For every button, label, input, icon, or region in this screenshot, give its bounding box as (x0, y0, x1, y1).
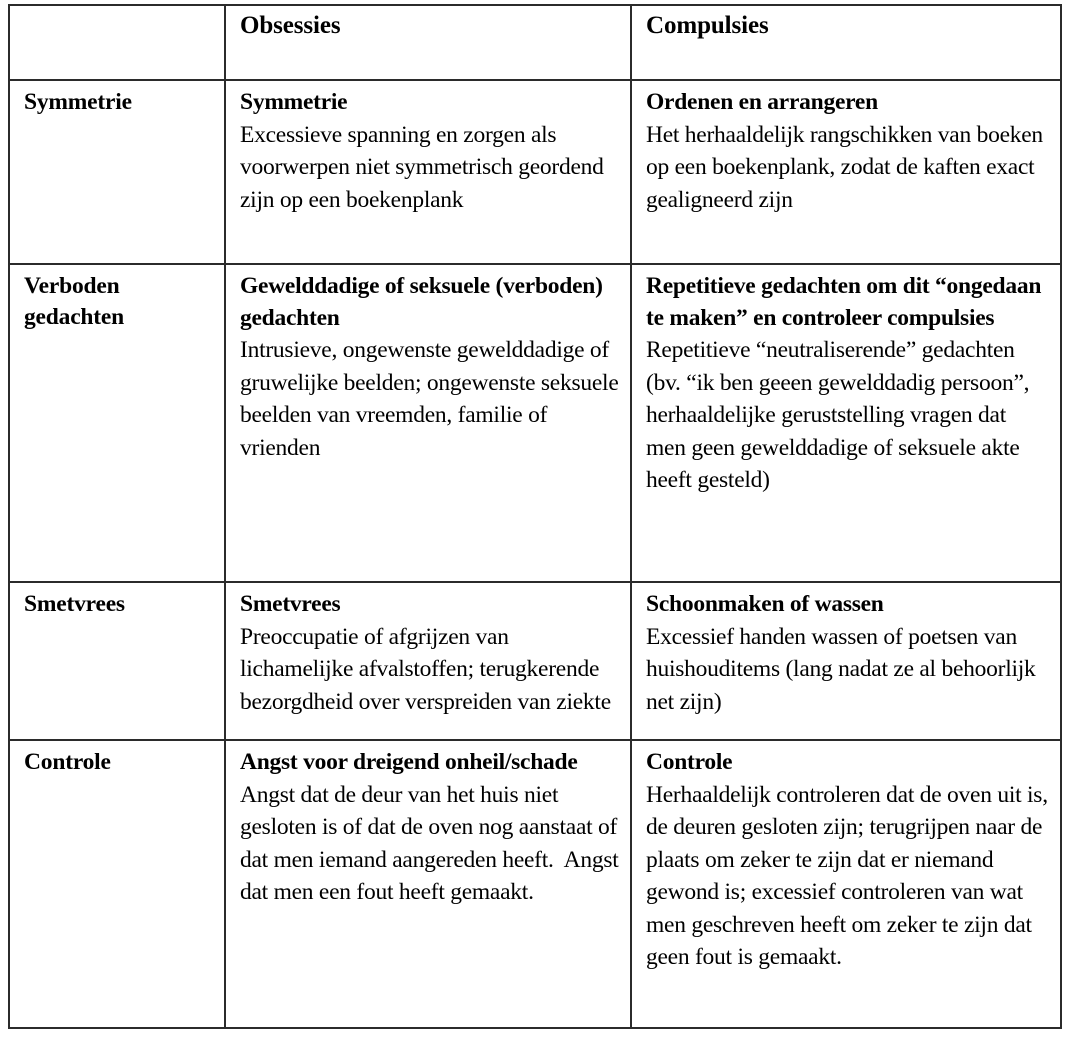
cell-category (9, 582, 225, 740)
cell-compulsies (631, 582, 1061, 740)
category-label: Controle (24, 749, 111, 775)
obsessie-title: Gewelddadige of seksuele (verboden) gedachten (240, 273, 603, 331)
cell-obsessies (225, 264, 631, 582)
obsessie-title: Smetvrees (240, 591, 341, 617)
obsessie-title: Angst voor dreigend onheil/schade (240, 749, 578, 775)
header-cell-obsessies (225, 5, 631, 80)
table-row (9, 582, 1061, 740)
category-label: Smetvrees (24, 591, 125, 617)
obsessie-body: Preoccupatie of afgrijzen van lichamelijke afvalstoffen; terugkerende bezorgdheid over verspreiden van ziekte (240, 623, 611, 715)
cell-obsessies (225, 582, 631, 740)
header-cell-category (9, 5, 225, 80)
compulsie-body: Herhaaldelijk controleren dat de oven uit is, de deuren gesloten zijn; terugrijpen naar de plaats om zeker te zijn dat er niemand gewond is; excessief controleren van wat men geschreven heeft om zeker te zijn dat geen fout is gemaakt. (646, 781, 1054, 971)
cell-category (9, 264, 225, 582)
obsessie-body: Angst dat de deur van het huis niet gesloten is of dat de oven nog aanstaat of dat men iemand aangereden heeft. Angst dat men een fout heeft gemaakt. (240, 781, 625, 906)
compulsie-title: Repetitieve gedachten om dit “ongedaan te maken” en controleer compulsies (646, 273, 1042, 331)
ocd-symptoms-table (8, 4, 1062, 1029)
cell-category (9, 740, 225, 1028)
header-label-compulsies: Compulsies (646, 12, 769, 39)
category-label: Verboden gedachten (24, 273, 125, 330)
compulsie-body: Repetitieve “neutraliserende” gedachten (bv. “ik ben geeen gewelddadig persoon”, herhaaldelijke geruststelling vragen dat men geen gewelddadige of seksuele akte heeft gesteld) (646, 337, 1035, 494)
obsessie-title: Symmetrie (240, 89, 348, 115)
cell-obsessies (225, 80, 631, 264)
cell-category (9, 80, 225, 264)
header-label-obsessies: Obsessies (240, 12, 341, 39)
cell-obsessies (225, 740, 631, 1028)
header-cell-compulsies (631, 5, 1061, 80)
obsessie-body: Intrusieve, ongewenste gewelddadige of gruwelijke beelden; ongewenste seksuele beelden van vreemden, familie of vrienden (240, 337, 625, 461)
compulsie-title: Ordenen en arrangeren (646, 89, 878, 115)
table-row (9, 264, 1061, 582)
table-header-row (9, 5, 1061, 80)
table-row (9, 740, 1061, 1028)
compulsie-body: Excessief handen wassen of poetsen van huishouditems (lang nadat ze al behoorlijk net zijn) (646, 623, 1042, 715)
compulsie-title: Controle (646, 749, 733, 775)
category-label: Symmetrie (24, 89, 132, 115)
cell-compulsies (631, 264, 1061, 582)
compulsie-title: Schoonmaken of wassen (646, 591, 884, 617)
cell-compulsies (631, 80, 1061, 264)
obsessie-body: Excessieve spanning en zorgen als voorwerpen niet symmetrisch geordend zijn op een boekenplank (240, 121, 610, 213)
compulsie-body: Het herhaaldelijk rangschikken van boeken op een boekenplank, zodat de kaften exact gealigneerd zijn (646, 121, 1049, 213)
table-row (9, 80, 1061, 264)
cell-compulsies (631, 740, 1061, 1028)
